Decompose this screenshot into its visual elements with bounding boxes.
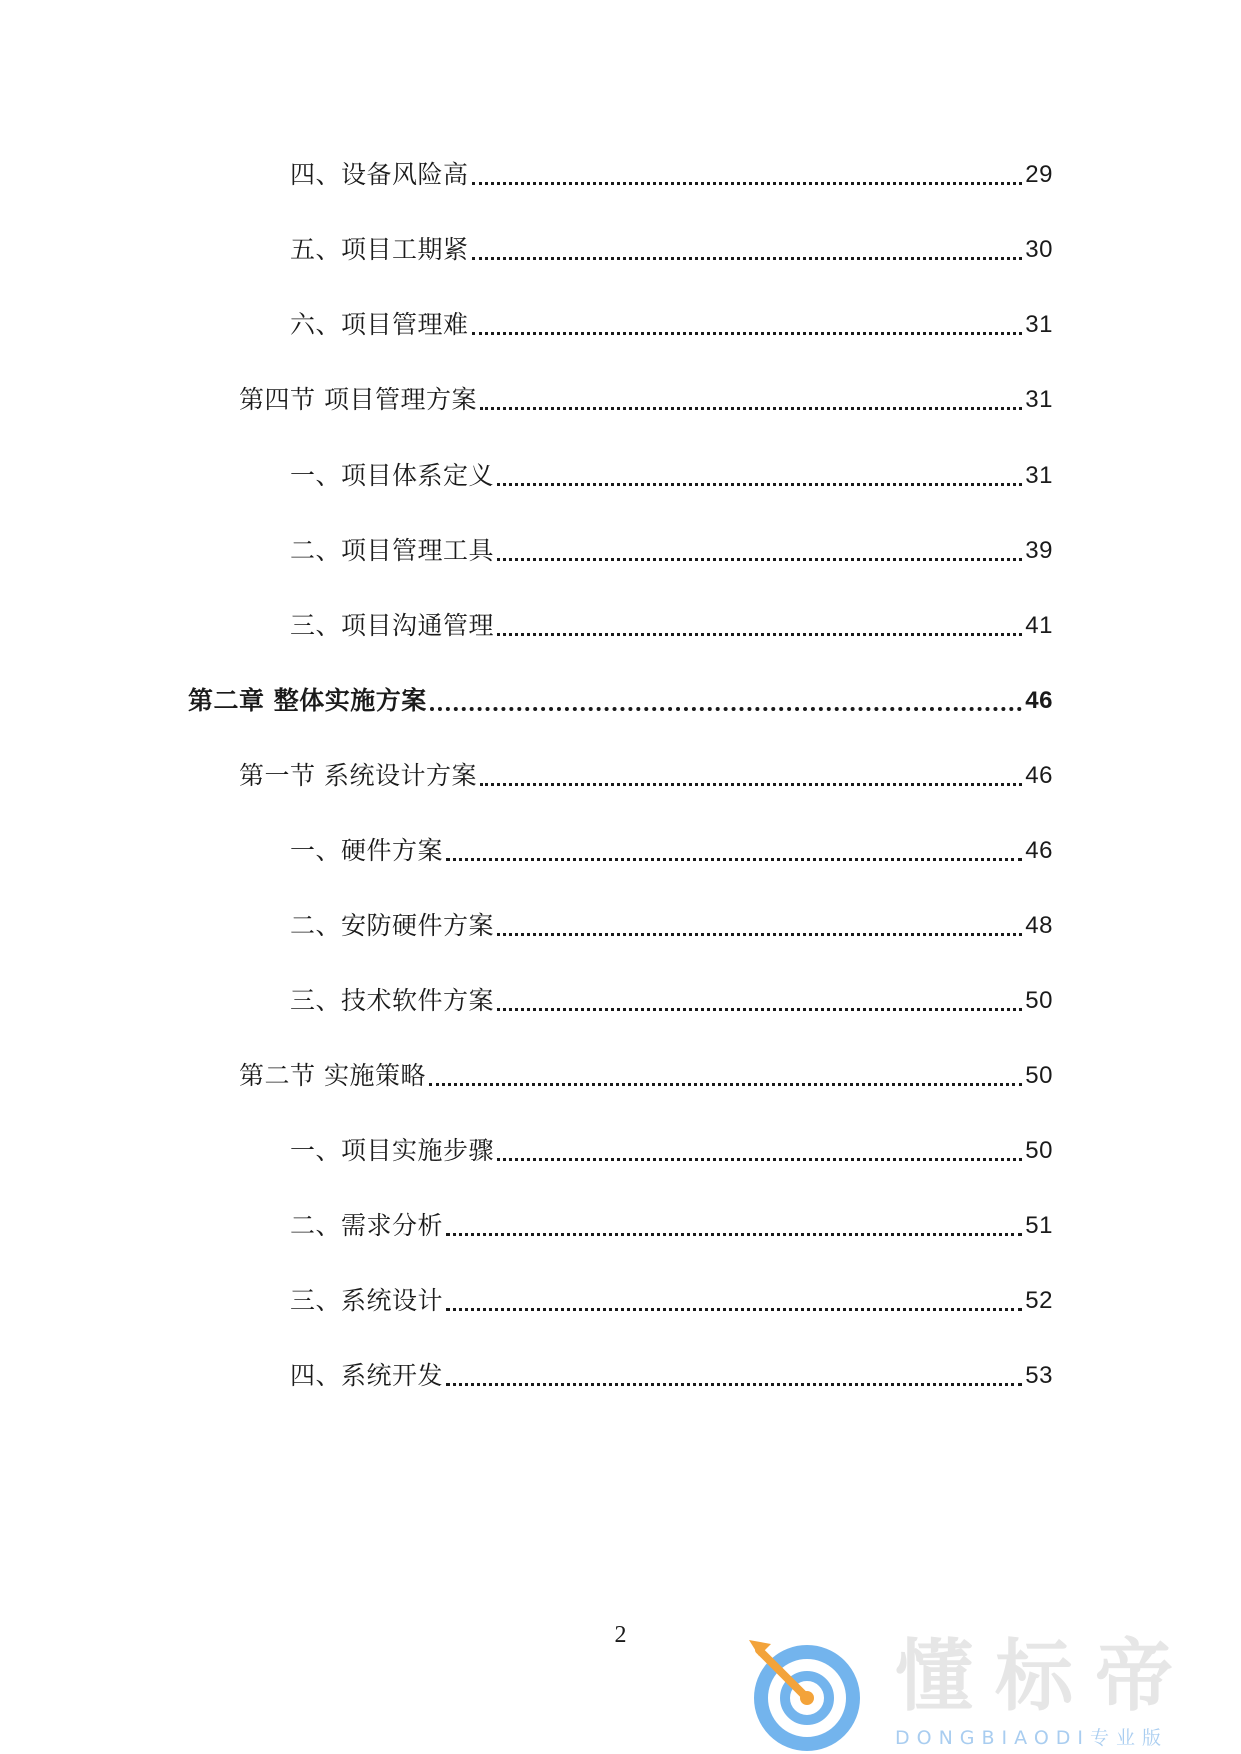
toc-entry[interactable]: [290, 981, 1053, 1021]
toc-entry[interactable]: [290, 305, 1053, 345]
toc-section-entry[interactable]: [239, 1056, 1053, 1096]
toc-entry[interactable]: [290, 906, 1053, 946]
toc-dot-leader: [472, 257, 1023, 260]
toc-entry-page: 50: [1025, 1062, 1053, 1089]
toc-entry-title: 第一节 系统设计方案: [239, 761, 477, 790]
toc-entry-page: 50: [1025, 987, 1053, 1014]
toc-dot-leader: [446, 1308, 1022, 1311]
toc-entry-title: 二、项目管理工具: [290, 536, 495, 565]
toc-entry-title: 四、设备风险高: [290, 160, 469, 189]
toc-entry-title: 第二章 整体实施方案: [188, 686, 427, 715]
toc-dot-leader: [497, 558, 1022, 561]
toc-entry-title: 一、项目实施步骤: [290, 1136, 495, 1165]
toc-dot-leader: [497, 1008, 1022, 1011]
toc-dot-leader: [446, 858, 1022, 861]
toc-dot-leader: [497, 633, 1022, 636]
toc-dot-leader: [472, 182, 1023, 185]
watermark: [745, 1630, 1225, 1754]
toc-entry[interactable]: [290, 531, 1053, 571]
toc-dot-leader: [446, 1233, 1022, 1236]
toc-dot-leader: [480, 407, 1022, 410]
watermark-subtitle: DONGBIAODI专业版: [895, 1727, 1169, 1749]
page-number: 2: [614, 1622, 627, 1648]
toc-entry-title: 三、技术软件方案: [290, 986, 495, 1015]
toc-entry-page: 51: [1025, 1212, 1053, 1239]
toc-entry-page: 31: [1025, 386, 1053, 413]
toc-dot-leader: [430, 707, 1023, 711]
toc-dot-leader: [446, 1383, 1022, 1386]
toc-entry-page: 41: [1025, 612, 1053, 639]
toc-entry[interactable]: [290, 155, 1053, 195]
toc-dot-leader: [480, 783, 1022, 786]
toc-entry-title: 一、项目体系定义: [290, 461, 495, 490]
toc-entry-page: 39: [1025, 537, 1053, 564]
toc-entry[interactable]: [290, 456, 1053, 496]
toc-entry[interactable]: [290, 1131, 1053, 1171]
toc-entry-page: 31: [1025, 311, 1053, 338]
toc-entry-page: 50: [1025, 1137, 1053, 1164]
toc-entry-title: 第二节 实施策略: [239, 1061, 426, 1090]
toc-entry-title: 三、系统设计: [290, 1286, 444, 1315]
toc-entry[interactable]: [290, 1356, 1053, 1396]
toc-dot-leader: [472, 332, 1023, 335]
toc-section-entry[interactable]: [239, 756, 1053, 796]
toc-dot-leader: [429, 1083, 1022, 1086]
toc-dot-leader: [497, 1158, 1022, 1161]
toc-entry-page: 52: [1025, 1287, 1053, 1314]
toc-entry-page: 46: [1025, 687, 1053, 714]
toc-entry[interactable]: [290, 831, 1053, 871]
toc-entry-page: 30: [1025, 236, 1053, 263]
toc-entry-page: 48: [1025, 912, 1053, 939]
toc-entry-title: 一、硬件方案: [290, 836, 444, 865]
toc-entry-title: 三、项目沟通管理: [290, 611, 495, 640]
toc-entry-title: 二、需求分析: [290, 1211, 444, 1240]
toc-entry-title: 二、安防硬件方案: [290, 911, 495, 940]
toc-entry-page: 53: [1025, 1362, 1053, 1389]
toc-chapter-entry[interactable]: [188, 681, 1053, 721]
toc-entry[interactable]: [290, 606, 1053, 646]
toc-dot-leader: [497, 933, 1022, 936]
watermark-brand-name: 懂标帝: [895, 1632, 1196, 1722]
toc-entry[interactable]: [290, 1206, 1053, 1246]
toc-entry[interactable]: [290, 1281, 1053, 1321]
toc-entry-page: 46: [1025, 837, 1053, 864]
toc-entry-page: 46: [1025, 762, 1053, 789]
toc-section-entry[interactable]: [239, 380, 1053, 420]
toc-entry-page: 29: [1025, 161, 1053, 188]
target-logo-icon: [745, 1630, 865, 1754]
toc-entry-title: 六、项目管理难: [290, 310, 469, 339]
toc-entry[interactable]: [290, 230, 1053, 270]
toc-entry-page: 31: [1025, 462, 1053, 489]
toc-dot-leader: [497, 483, 1022, 486]
toc-entry-title: 五、项目工期紧: [290, 235, 469, 264]
toc-entry-title: 第四节 项目管理方案: [239, 385, 477, 414]
toc-entry-title: 四、系统开发: [290, 1361, 444, 1390]
